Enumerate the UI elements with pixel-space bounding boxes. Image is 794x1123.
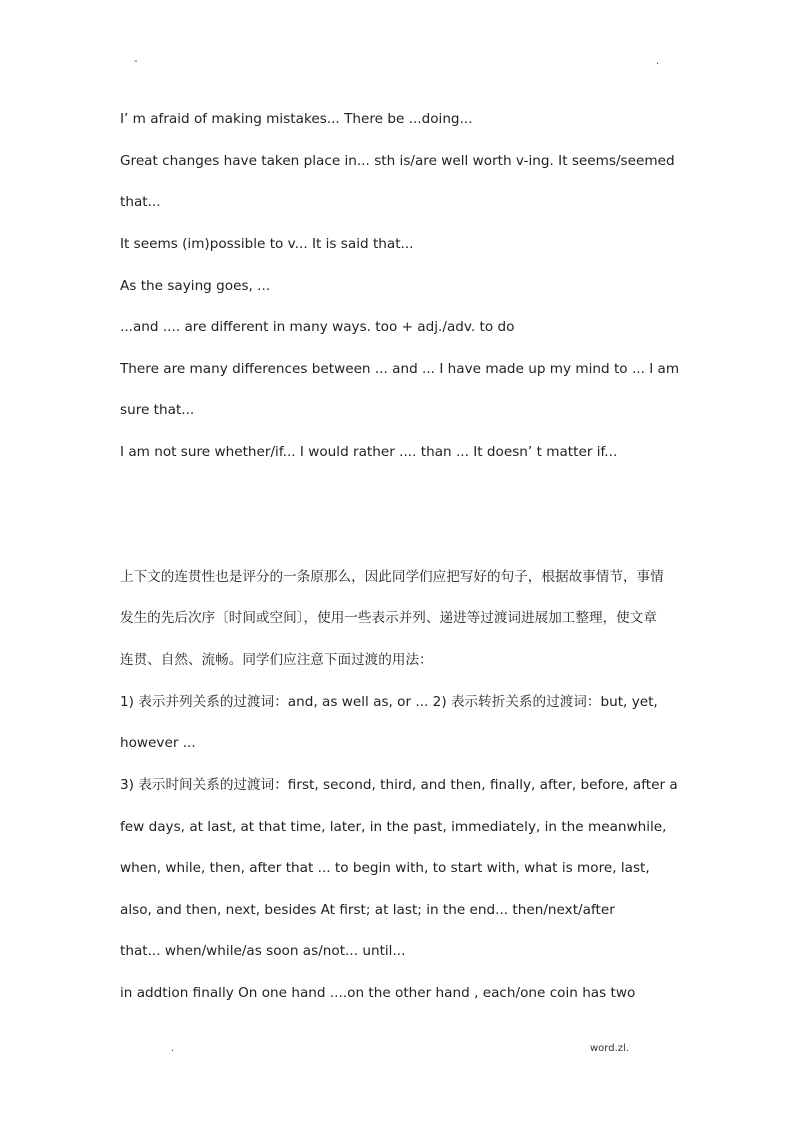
transition-line-10: that... when/while/as soon as/not... until... [120, 943, 406, 959]
expression-line-2: Great changes have taken place in... sth is/are well worth v-ing. It seems/seemed [120, 153, 675, 169]
transition-line-6: 3) 表示时间关系的过渡词：first, second, third, and then, finally, after, before, after a [120, 777, 678, 793]
expression-line-3: that... [120, 194, 161, 210]
transition-line-7: few days, at last, at that time, later, in the past, immediately, in the meanwhile, [120, 819, 667, 835]
expression-line-9: I am not sure whether/if... I would rather .... than ... It doesn’ t matter if... [120, 444, 618, 460]
expression-line-6: ...and .... are different in many ways. too + adj./adv. to do [120, 319, 515, 335]
transition-line-9: also, and then, next, besides At first; at last; in the end... then/next/after [120, 902, 615, 918]
expression-line-7: There are many differences between ... and ... I have made up my mind to ... I am [120, 361, 680, 377]
expression-line-4: It seems (im)possible to v... It is said that... [120, 236, 414, 252]
transition-line-1: 上下文的连贯性也是评分的一条原那么，因此同学们应把写好的句子，根据故事情节，事情 [120, 569, 664, 585]
header-left-mark: - [134, 56, 138, 67]
transition-line-3: 连贯、自然、流畅。同学们应注意下面过渡的用法： [120, 652, 433, 668]
footer-right-text: word.zl. [590, 1043, 629, 1054]
transition-line-8: when, while, then, after that ... to begin with, to start with, what is more, last, [120, 860, 650, 876]
expression-line-8: sure that... [120, 402, 195, 418]
expression-line-5: As the saying goes, ... [120, 278, 271, 294]
transition-line-4: 1) 表示并列关系的过渡词：and, as well as, or ... 2) 表示转折关系的过渡词：but, yet, [120, 694, 658, 710]
footer-left-mark: . [171, 1043, 175, 1054]
transition-line-2: 发生的先后次序〔时间或空间〕，使用一些表示并列、递进等过渡词进展加工整理，使文章 [120, 610, 657, 626]
transition-line-11: in addtion finally On one hand ....on the other hand , each/one coin has two [120, 985, 636, 1001]
header-right-mark: . [656, 56, 660, 67]
expression-line-1: I’ m afraid of making mistakes... There be ...doing... [120, 111, 473, 127]
transition-line-5: however ... [120, 735, 196, 751]
